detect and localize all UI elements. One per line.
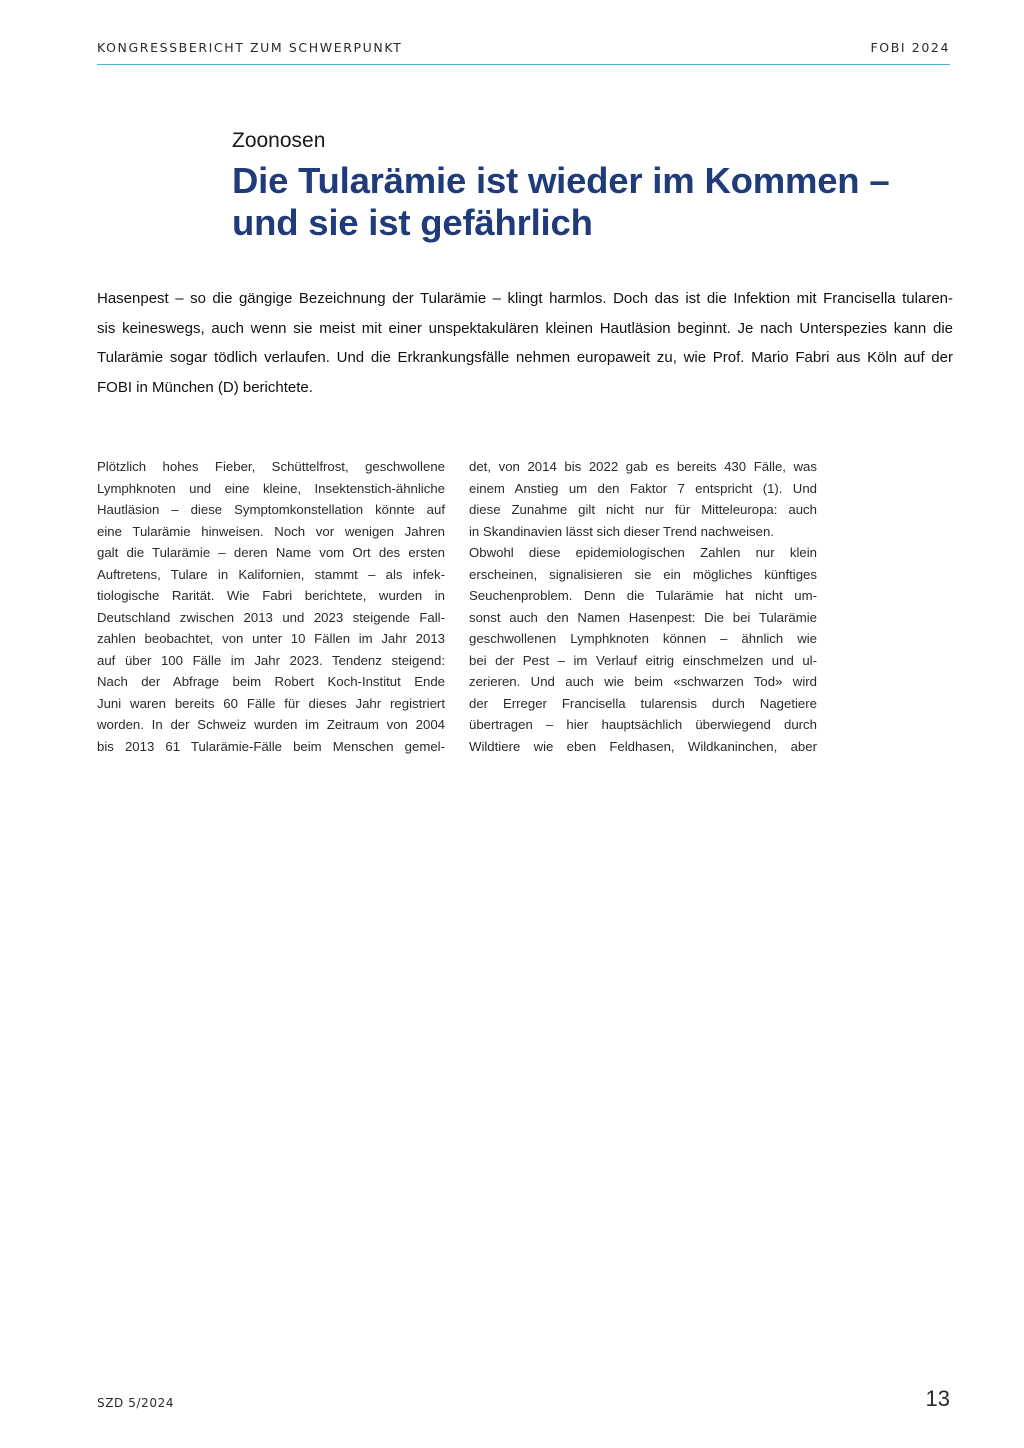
body-line: Seuchenproblem. Denn die Tularämie hat nicht um- — [469, 588, 817, 603]
body-line: galt die Tularämie – deren Name vom Ort des ersten — [97, 545, 445, 560]
body-line: Hautläsion – diese Symptomkonstellation könnte auf — [97, 502, 445, 517]
body-line: det, von 2014 bis 2022 gab es bereits 430 Fälle, was — [469, 459, 817, 474]
body-line: bei der Pest – im Verlauf eitrig einschmelzen und ul- — [469, 652, 817, 668]
body-column-left — [97, 456, 445, 757]
body-line: erscheinen, signalisieren sie ein mögliches künftiges — [469, 566, 817, 582]
body-line: tiologische Rarität. Wie Fabri berichtete, wurden in — [97, 588, 445, 603]
body-line: Wildtiere wie eben Feldhasen, Wildkaninchen, aber — [469, 738, 817, 754]
body-line: worden. In der Schweiz wurden im Zeitraum von 2004 — [97, 717, 445, 732]
body-line: übertragen – hier hauptsächlich überwiegend durch — [469, 717, 817, 732]
body-line: bis 2013 61 Tularämie-Fälle beim Menschen gemel- — [97, 738, 445, 754]
body-line: Nach der Abfrage beim Robert Koch-Institut Ende — [97, 674, 445, 689]
body-line: Obwohl diese epidemiologischen Zahlen nur klein — [469, 545, 817, 560]
body-column-right — [469, 456, 817, 757]
body-line: zahlen beobachtet, von unter 10 Fällen im Jahr 2013 — [97, 631, 445, 646]
body-line: zerieren. Und auch wie beim «schwarzen Tod» wird — [469, 674, 817, 689]
section-label: KONGRESSBERICHT ZUM SCHWERPUNKT — [97, 40, 403, 55]
issue-label: SZD 5/2024 — [97, 1396, 175, 1410]
event-label: FOBI 2024 — [870, 40, 950, 55]
body-line: Plötzlich hohes Fieber, Schüttelfrost, geschwollene — [97, 459, 445, 474]
lead-line: Hasenpest – so die gängige Bezeichnung der Tularämie – klingt harmlos. Doch das ist die Infektion mit Francisella tularen- — [97, 290, 953, 307]
body-line: in Skandinavien lässt sich dieser Trend nachweisen. — [469, 523, 774, 539]
lead-line: sis keineswegs, auch wenn sie meist mit einer unspektakulären kleinen Hautläsion beginnt. Je nach Unterspezies kann die — [97, 319, 953, 337]
article-kicker: Zoonosen — [232, 129, 326, 152]
body-line: sonst auch den Namen Hasenpest: Die bei Tularämie — [469, 609, 817, 625]
article-lead — [97, 284, 953, 402]
body-line: der Erreger Francisella tularensis durch Nagetiere — [469, 695, 817, 711]
headline-line: und sie ist gefährlich — [232, 202, 593, 243]
body-line: auf über 100 Fälle im Jahr 2023. Tendenz steigend: — [97, 652, 445, 668]
headline-line: Die Tularämie ist wieder im Kommen – — [232, 160, 890, 201]
body-line: Lymphknoten und eine kleine, Insektenstich-ähnliche — [97, 480, 445, 496]
page-number: 13 — [925, 1386, 950, 1411]
running-header — [97, 40, 950, 65]
body-line: diese Zunahme gilt nicht nur für Mitteleuropa: auch — [469, 502, 817, 517]
body-line: einem Anstieg um den Faktor 7 entspricht (1). Und — [469, 480, 817, 496]
lead-line: Tularämie sogar tödlich verlaufen. Und die Erkrankungsfälle nehmen europaweit zu, wie Prof. Mario Fabri aus Köln auf der — [97, 349, 953, 366]
article-headline — [232, 160, 972, 244]
lead-line: FOBI in München (D) berichtete. — [97, 378, 313, 396]
body-line: Auftretens, Tulare in Kalifornien, stammt – als infek- — [97, 566, 445, 582]
body-line: geschwollenen Lymphknoten können – ähnlich wie — [469, 631, 817, 646]
body-line: eine Tularämie hinweisen. Noch vor wenigen Jahren — [97, 523, 445, 539]
body-line: Deutschland zwischen 2013 und 2023 steigende Fall- — [97, 609, 445, 625]
body-line: Juni waren bereits 60 Fälle für dieses Jahr registriert — [97, 695, 445, 711]
